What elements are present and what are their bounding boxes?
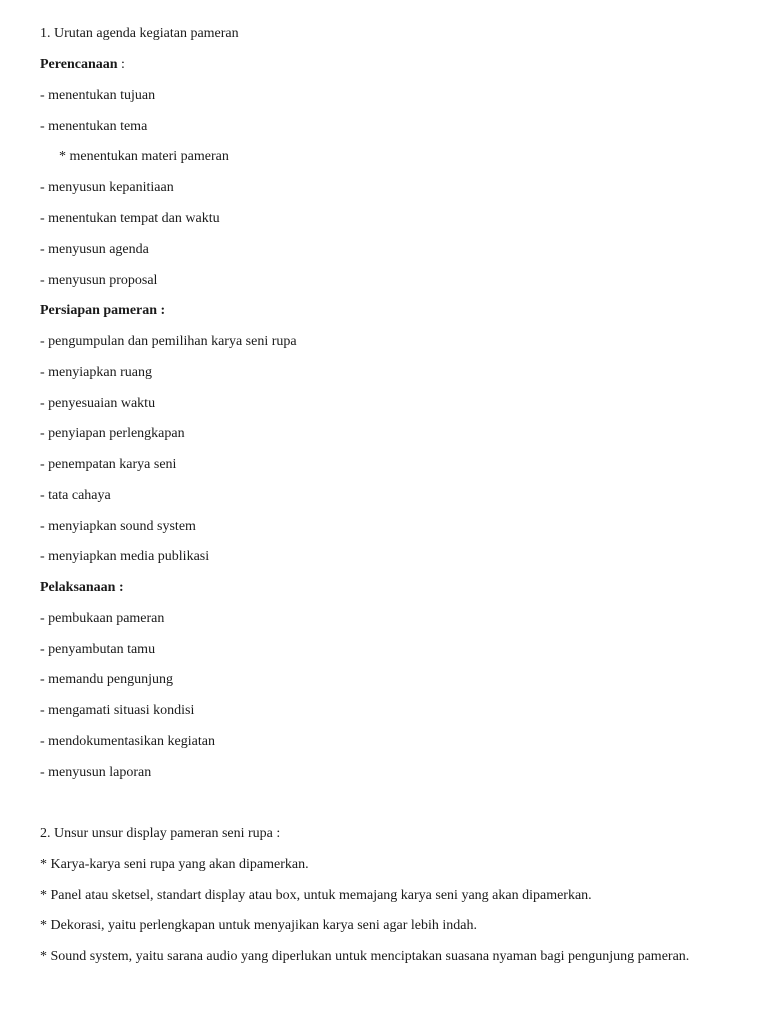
list-item: - pembukaan pameran — [40, 611, 165, 626]
perencanaan-title — [40, 56, 125, 74]
section1-heading: 1. Urutan agenda kegiatan pameran — [40, 26, 239, 41]
list-item: - menyusun agenda — [40, 242, 149, 257]
pelaksanaan-title: Pelaksanaan : — [40, 580, 124, 595]
list-item: - menyusun kepanitiaan — [40, 180, 174, 195]
list-item: - menentukan tema — [40, 119, 148, 134]
list-item: - penempatan karya seni — [40, 457, 177, 472]
section2-heading: 2. Unsur unsur display pameran seni rupa : — [40, 826, 281, 841]
perencanaan-title-suffix: : — [117, 57, 125, 72]
list-item: - menyiapkan media publikasi — [40, 549, 210, 564]
list-item: - menyusun laporan — [40, 765, 152, 780]
list-item: * Karya-karya seni rupa yang akan dipamerkan. — [40, 857, 309, 872]
list-item: - memandu pengunjung — [40, 672, 173, 687]
list-item: - menentukan tempat dan waktu — [40, 211, 220, 226]
list-item: - penyambutan tamu — [40, 642, 156, 657]
list-item: - menentukan tujuan — [40, 88, 156, 103]
list-item: - menyiapkan ruang — [40, 365, 152, 380]
list-item: - tata cahaya — [40, 488, 111, 503]
list-item: * Sound system, yaitu sarana audio yang diperlukan untuk menciptakan suasana nyaman bagi pengunjung pameran. — [40, 949, 690, 964]
list-item: - menyiapkan sound system — [40, 519, 196, 534]
list-item: - menyusun proposal — [40, 273, 158, 288]
list-item: - penyiapan perlengkapan — [40, 426, 185, 441]
list-item: - pengumpulan dan pemilihan karya seni rupa — [40, 334, 297, 349]
list-item: * Panel atau sketsel, standart display atau box, untuk memajang karya seni yang akan dipamerkan. — [40, 888, 592, 903]
list-item: - penyesuaian waktu — [40, 396, 156, 411]
perencanaan-title-label: Perencanaan — [40, 57, 118, 72]
persiapan-title: Persiapan pameran : — [40, 303, 166, 318]
list-item: - mengamati situasi kondisi — [40, 703, 195, 718]
list-subitem: * menentukan materi pameran — [59, 149, 229, 164]
list-item: - mendokumentasikan kegiatan — [40, 734, 215, 749]
list-item: * Dekorasi, yaitu perlengkapan untuk menyajikan karya seni agar lebih indah. — [40, 918, 477, 933]
